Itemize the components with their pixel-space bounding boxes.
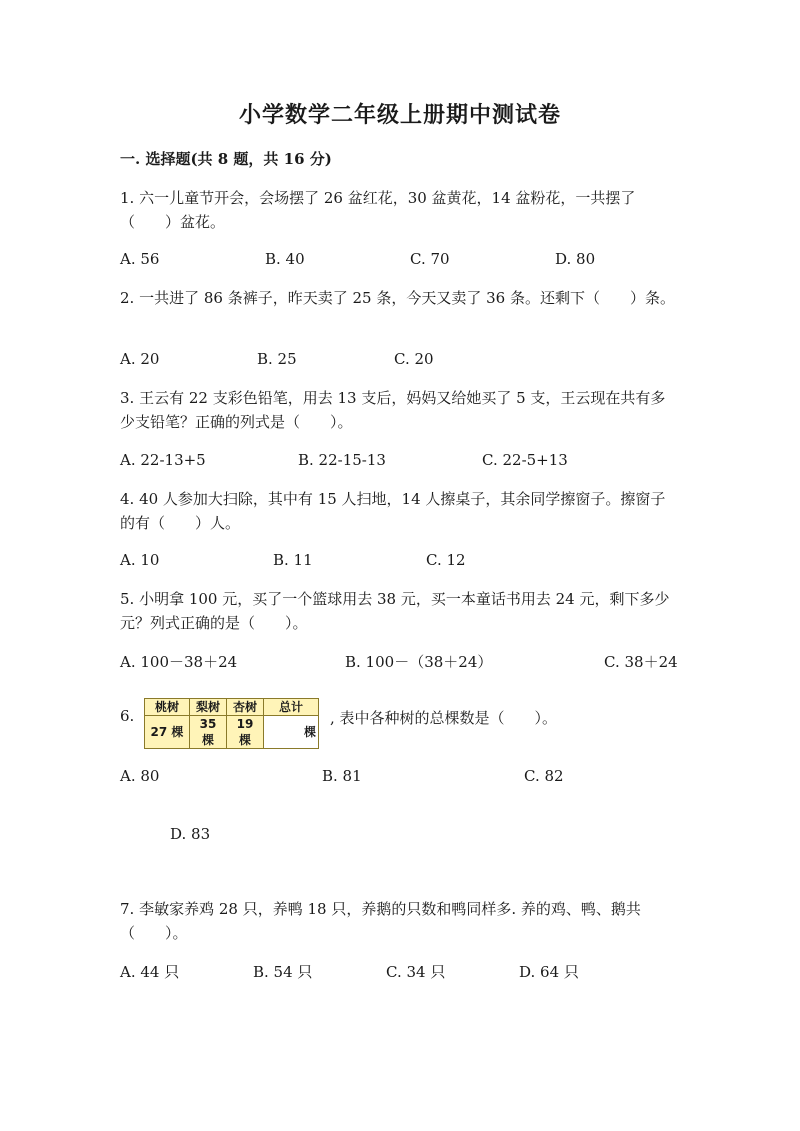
tree-count-table [144, 698, 319, 749]
question-5-text: 5. 小明拿 100 元，买了一个篮球用去 38 元，买一本童话书用去 24 元，剩下多少元？列式正确的是（ ）。 [120, 590, 670, 632]
question-6-option-c: C. 82 [524, 767, 564, 785]
table-header-cell: 桃树 [145, 699, 190, 716]
question-6-option-d: D. 83 [170, 825, 211, 843]
question-1-text: 1. 六一儿童节开会，会场摆了 26 盆红花，30 盆黄花，14 盆粉花，一共摆了（ ）盆花。 [120, 189, 636, 231]
question-6-number: 6. [120, 707, 135, 725]
question-6-text: , 表中各种树的总棵数是（ ）。 [330, 709, 558, 727]
question-5-option-b: B. 100－（38＋24） [345, 653, 493, 671]
question-4-option-c: C. 12 [426, 551, 466, 569]
question-7-option-d: D. 64 只 [519, 963, 579, 981]
table-value-cell: 棵 [264, 716, 319, 749]
question-4-option-b: B. 11 [273, 551, 313, 569]
question-3-option-c: C. 22-5+13 [482, 451, 568, 469]
table-header-cell: 总计 [264, 699, 319, 716]
table-value-cell: 35 棵 [190, 716, 227, 749]
table-header-cell: 杏树 [227, 699, 264, 716]
question-7-option-c: C. 34 只 [386, 963, 446, 981]
question-2-option-b: B. 25 [257, 350, 297, 368]
question-5-option-a: A. 100－38＋24 [120, 653, 238, 671]
question-7-option-a: A. 44 只 [120, 963, 180, 981]
question-7-text: 7. 李敏家养鸡 28 只，养鸭 18 只，养鹅的只数和鸭同样多. 养的鸡、鸭、鹅共（ ）。 [120, 900, 641, 942]
question-1-option-a: A. 56 [120, 250, 160, 268]
question-4-option-a: A. 10 [120, 551, 160, 569]
question-2-option-c: C. 20 [394, 350, 434, 368]
question-4-text: 4. 40 人参加大扫除，其中有 15 人扫地，14 人擦桌子，其余同学擦窗子。擦窗子的有（ ）人。 [120, 490, 666, 532]
question-6-option-a: A. 80 [120, 767, 160, 785]
question-3-option-a: A. 22-13+5 [120, 451, 206, 469]
question-5-option-c: C. 38＋24 [604, 653, 678, 671]
question-2-text: 2. 一共进了 86 条裤子，昨天卖了 25 条，今天又卖了 36 条。还剩下（ ）条。 [120, 289, 675, 307]
question-2-option-a: A. 20 [120, 350, 160, 368]
question-7-option-b: B. 54 只 [253, 963, 313, 981]
question-1-option-b: B. 40 [265, 250, 305, 268]
question-6-option-b: B. 81 [322, 767, 362, 785]
table-header-cell: 梨树 [190, 699, 227, 716]
question-1-option-d: D. 80 [555, 250, 596, 268]
question-3-option-b: B. 22-15-13 [298, 451, 386, 469]
question-3-text: 3. 王云有 22 支彩色铅笔，用去 13 支后，妈妈又给她买了 5 支，王云现在共有多少支铅笔？正确的列式是（ ）。 [120, 389, 666, 431]
section-heading: 一. 选择题(共 8 题，共 16 分) [120, 150, 332, 168]
table-value-cell: 19 棵 [227, 716, 264, 749]
page-title: 小学数学二年级上册期中测试卷 [238, 102, 561, 128]
table-value-cell: 27 棵 [145, 716, 190, 749]
question-1-option-c: C. 70 [410, 250, 450, 268]
